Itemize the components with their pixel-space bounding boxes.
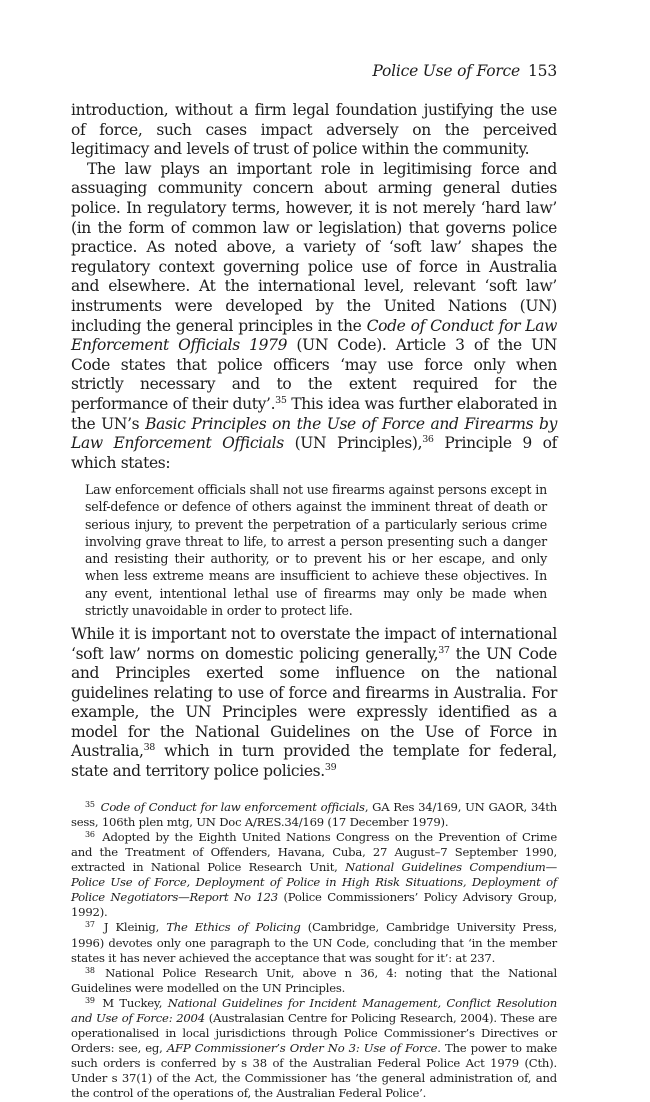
footnote-38 xyxy=(71,966,557,996)
footnote-number: 38 xyxy=(85,965,95,975)
paragraph-soft-law xyxy=(71,160,557,474)
paragraph-text: This idea was further elaborated in the UN’s xyxy=(71,394,557,433)
footnote-italic: National Guidelines Compendium—Police Use of Force, Deployment of Police in High Risk Situations, Deployment of Police Negotiators—Report No 123 xyxy=(71,860,557,905)
paragraph-text: (UN Principles), xyxy=(283,434,423,453)
footnotes xyxy=(71,800,557,1102)
footnote-text: J Kleinig, xyxy=(103,920,167,935)
footnote-italic: Code of Conduct for law enforcement officials xyxy=(100,799,365,814)
footnote-italic: AFP Commissioner’s Order No 3: Use of Force xyxy=(166,1041,438,1056)
instrument-title: Code of Conduct for Law Enforcement Officials 1979 xyxy=(71,316,558,355)
paragraph-influence xyxy=(71,625,557,782)
footnote-ref[interactable]: 39 xyxy=(324,762,337,774)
paragraph-text: (UN Code). Article 3 of the UN Code states that police officers ‘may use force only when strictly necessary and to the extent required for the performance of their duty’. xyxy=(71,336,557,413)
footnote-ref[interactable]: 38 xyxy=(143,742,155,754)
footnote-text: National Police Research Unit, above n 36, 4: noting that the National Guidelines were modelled on the UN Principles. xyxy=(71,965,557,995)
footnote-text: , GA Res 34/169, UN GAOR, 34th sess, 106th plen mtg, UN Doc A/RES.34/169 (17 December 1979). xyxy=(71,799,557,829)
footnote-text: . The power to make such orders is conferred by s 38 of the Australian Federal Police Act 1979 (Cth). Under s 37(1) of the Act, the Commissioner has ‘the general administration of, and the control of the operations of, the Australian Federal Police’. xyxy=(71,1041,557,1101)
footnote-39 xyxy=(71,996,557,1102)
footnote-italic: National Guidelines for Incident Management, Conflict Resolution and Use of Force: 2004 xyxy=(71,995,557,1025)
instrument-title: Basic Principles on the Use of Force and Firearms by Law Enforcement Officials xyxy=(71,414,557,453)
footnote-number: 39 xyxy=(85,995,95,1005)
footnote-italic: The Ethics of Policing xyxy=(166,920,301,935)
footnote-text: Adopted by the Eighth United Nations Congress on the Prevention of Crime and the Treatment of Offenders, Havana, Cuba, 27 August–7 September 1990, extracted in National Police Research Unit, xyxy=(71,829,557,875)
footnote-37 xyxy=(71,920,557,965)
footnote-ref[interactable]: 36 xyxy=(422,434,434,446)
book-page xyxy=(71,62,557,1102)
running-title: Police Use of Force xyxy=(372,62,520,80)
footnote-ref[interactable]: 35 xyxy=(275,394,287,406)
footnote-text: (Cambridge, Cambridge University Press, 1996) devotes only one paragraph to the UN Code, concluding that ‘in the member states it has never achieved the acceptance that was sought for it’: at 237. xyxy=(71,920,558,965)
paragraph-text: The law plays an important role in legitimising force and assuaging community concern about arming general duties police. In regulatory terms, however, it is not merely ‘hard law’ (in the form of common law or legislation) that governs police practice. As noted above, a variety of ‘soft law’ shapes the regulatory context governing police use of force in Australia and elsewhere. At the international level, relevant ‘soft law’ instruments were developed by the United Nations (UN) including the general principles in the xyxy=(71,159,557,335)
footnote-number: 35 xyxy=(85,799,95,809)
footnote-text: (Police Commissioners’ Policy Advisory Group, 1992). xyxy=(71,890,557,920)
paragraph-text: the UN Code and Principles exerted some influence on the national guidelines relating to use of force and firearms in Australia. For example, the UN Principles were expressly identified as a model for the National Guidelines on the Use of Force in Australia, xyxy=(71,644,557,761)
footnote-text: M Tuckey, xyxy=(102,995,168,1010)
running-head xyxy=(71,62,557,86)
footnote-36 xyxy=(71,830,557,921)
paragraph-text: Principle 9 of which states: xyxy=(71,434,557,472)
paragraph-text: which in turn provided the template for federal, state and territory police policies. xyxy=(71,742,557,781)
page-number: 153 xyxy=(528,62,557,80)
footnote-number: 37 xyxy=(85,920,95,930)
paragraph-intro: introduction, without a firm legal foundation justifying the use of force, such cases impact adversely on the perceived legitimacy and levels of trust of police within the community. xyxy=(71,101,557,159)
footnote-text: (Australasian Centre for Policing Research, 2004). These are operationalised in local jurisdictions through Police Commissioner’s Directives or Orders: see, eg, xyxy=(71,1010,557,1056)
paragraph-text: While it is important not to overstate the impact of international ‘soft law’ norms on domestic policing generally, xyxy=(71,624,557,663)
footnote-35 xyxy=(71,800,557,830)
footnote-number: 36 xyxy=(85,829,95,839)
block-quote: Law enforcement officials shall not use firearms against persons except in self-defence or defence of others against the imminent threat of death or serious injury, to prevent the perpetration of a particularly serious crime involving grave threat to life, to arrest a person presenting such a danger and resisting their authority, or to prevent his or her escape, and only when less extreme means are insufficient to achieve these objectives. In any event, intentional lethal use of firearms may only be made when strictly unavoidable in order to protect life. xyxy=(85,482,547,618)
footnote-ref[interactable]: 37 xyxy=(438,644,450,656)
